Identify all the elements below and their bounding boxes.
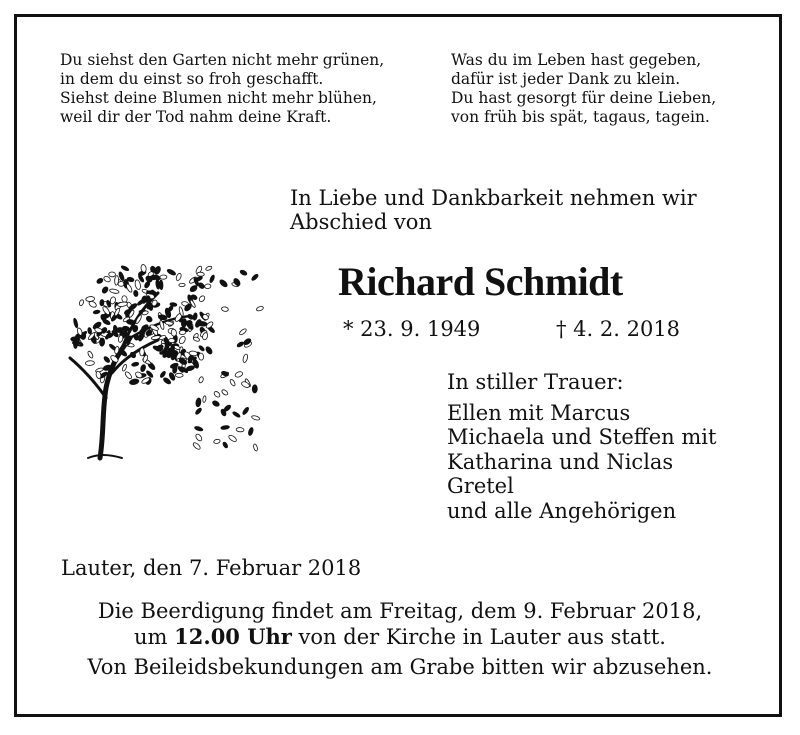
mourning-heading: In stiller Trauer: — [447, 370, 624, 394]
place-date: Lauter, den 7. Februar 2018 — [61, 556, 362, 580]
poem-line: Was du im Leben hast gegeben, — [451, 51, 702, 69]
condolence-note: Von Beileidsbekundungen am Grabe bitten wir abzusehen. — [87, 655, 713, 679]
poem-line: Du siehst den Garten nicht mehr grünen, — [60, 51, 385, 69]
mourner-name: Gretel — [447, 474, 514, 498]
poem-line: weil dir der Tod nahm deine Kraft. — [60, 108, 332, 126]
mourners-block — [447, 370, 716, 523]
deceased-name: Richard Schmidt — [338, 259, 623, 304]
mourner-name: und alle Angehörigen — [447, 498, 677, 523]
poem-right — [451, 51, 716, 127]
intro-line: Abschied von — [290, 210, 432, 234]
poem-line: in dem du einst so froh geschafft. — [60, 70, 324, 88]
funeral-line-2-post: von der Kirche in Lauter aus statt. — [291, 625, 666, 649]
death-date: † 4. 2. 2018 — [556, 317, 681, 341]
poem-left — [60, 51, 384, 127]
funeral-notice — [0, 599, 800, 680]
funeral-line-1: Die Beerdigung findet am Freitag, dem 9. Februar 2018, — [97, 599, 703, 623]
funeral-line-2-pre: um — [134, 625, 175, 649]
funeral-line-2 — [0, 624, 800, 650]
intro-text — [290, 186, 697, 234]
poem-line: dafür ist jeder Dank zu klein. — [451, 70, 681, 88]
birth-date: * 23. 9. 1949 — [343, 317, 481, 341]
poem-line: von früh bis spät, tagaus, tagein. — [451, 108, 710, 126]
funeral-time: 12.00 Uhr — [174, 624, 292, 649]
tree-icon — [60, 248, 265, 463]
mourner-name: Ellen mit Marcus — [447, 400, 631, 425]
poem-line: Siehst deine Blumen nicht mehr blühen, — [60, 89, 377, 107]
mourner-name: Michaela und Steffen mit — [447, 425, 717, 449]
mourner-name: Katharina und Niclas — [447, 449, 674, 474]
intro-line: In Liebe und Dankbarkeit nehmen wir — [290, 186, 697, 210]
poem-line: Du hast gesorgt für deine Lieben, — [451, 89, 717, 107]
